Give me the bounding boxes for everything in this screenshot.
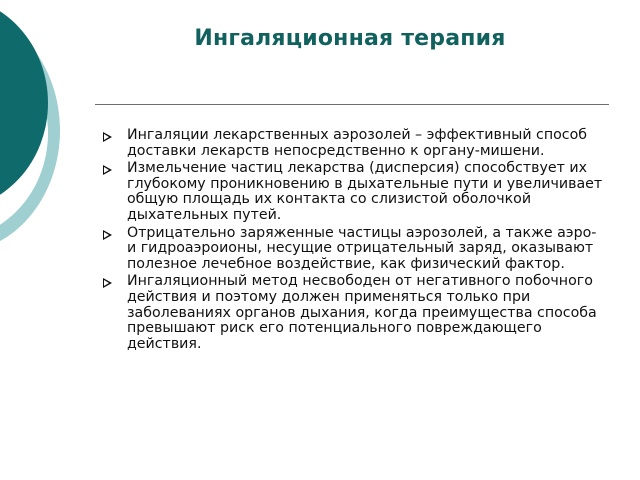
title-divider xyxy=(95,104,609,105)
bullet-text: Ингаляции лекарственных аэрозолей – эффективный способ доставки лекарств непосредственно к органу-мишени. xyxy=(127,127,588,159)
bullet-item xyxy=(103,128,608,159)
bullet-arrow-icon xyxy=(103,230,112,240)
bullet-text: Ингаляционный метод несвободен от негативного побочного действия и поэтому должен применяться только при заболеваниях органов дыхания, когда преимущества способа превышают риск его потенциального повреждающего действия. xyxy=(127,273,597,352)
bullet-arrow-icon xyxy=(103,278,112,288)
bullet-text: Измельчение частиц лекарства (дисперсия) способствует их глубокому проникновению в дыхательные пути и увеличивает общую площадь их контакта со слизистой оболочкой дыхательных путей. xyxy=(127,160,603,223)
bullet-item xyxy=(103,274,608,352)
bullet-list xyxy=(103,128,608,354)
bullet-item xyxy=(103,161,608,223)
bullet-arrow-icon xyxy=(103,132,112,142)
slide-title: Ингаляционная терапия xyxy=(194,26,506,51)
bullet-item xyxy=(103,226,608,273)
bullet-arrow-icon xyxy=(103,165,112,175)
bullet-text: Отрицательно заряженные частицы аэрозолей, а также аэро- и гидроаэроионы, несущие отрицательный заряд, оказывают полезное лечебное воздействие, как физический фактор. xyxy=(127,224,597,272)
